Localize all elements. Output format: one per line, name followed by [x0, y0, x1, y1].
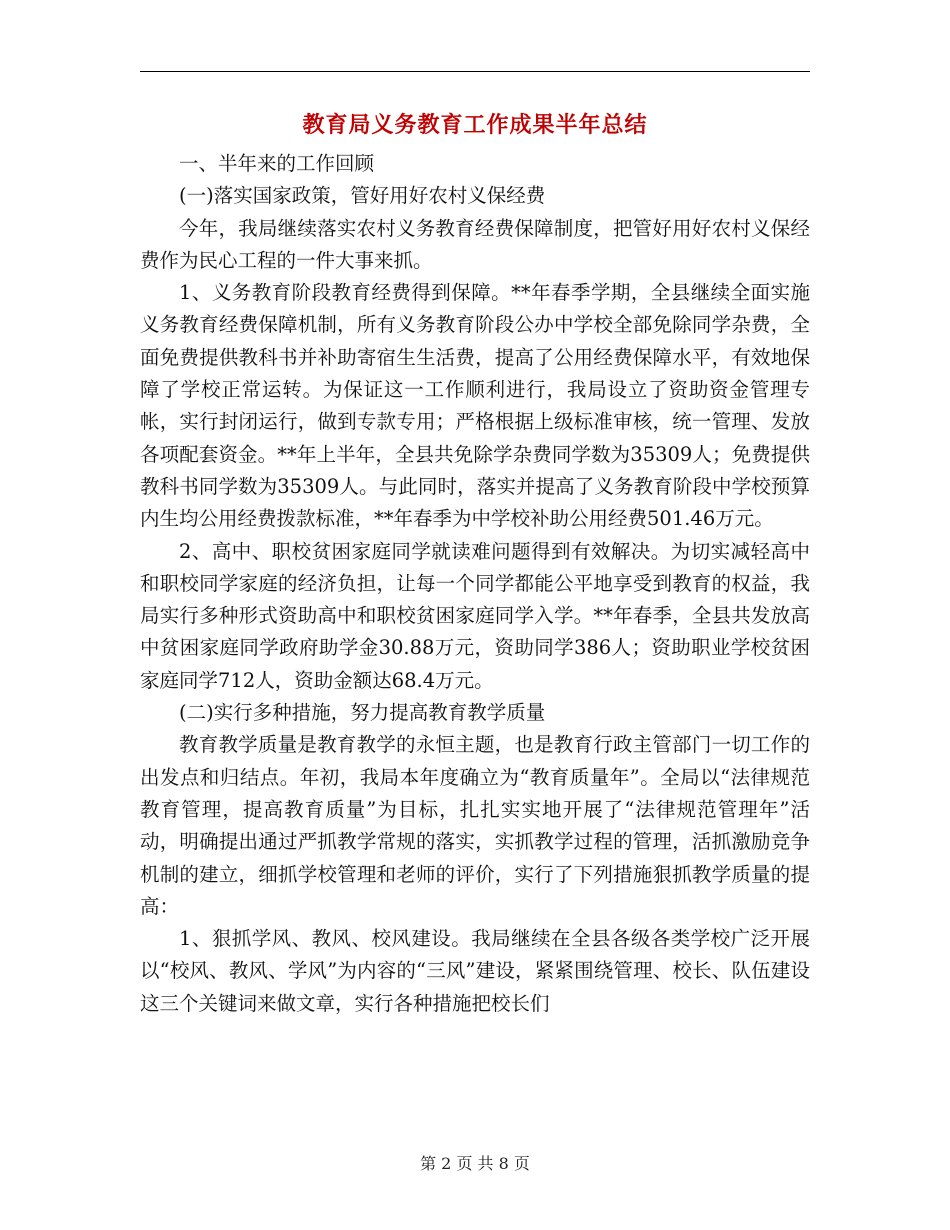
body-paragraph: 今年，我局继续落实农村义务教育经费保障制度，把管好用好农村义保经费作为民心工程的一件大事来抓。 — [140, 216, 810, 272]
section-heading: 一、半年来的工作回顾 — [179, 152, 375, 175]
body-paragraph: 1、狠抓学风、教风、校风建设。我局继续在全县各级各类学校广泛开展以“校风、教风、学风”为内容的“三风”建设，紧紧围绕管理、校长、队伍建设这三个关键词来做文章，实行各种措施把校长们 — [140, 927, 810, 1015]
header-rule — [140, 71, 810, 72]
document-body — [140, 148, 810, 1020]
page-number-footer: 第 2 页 共 8 页 — [420, 1154, 530, 1173]
subsection-heading: (一)落实国家政策，管好用好农村义保经费 — [179, 184, 546, 208]
body-paragraph: 1、义务教育阶段教育经费得到保障。**年春季学期，全县继续全面实施义务教育经费保障机制，所有义务教育阶段公办中学校全部免除同学杂费，全面免费提供教科书并补助寄宿生生活费，提高了公用经费保障水平，有效地保障了学校正常运转。为保证这一工作顺利进行，我局设立了资助资金管理专帐，实行封闭运行，做到专款专用；严格根据上级标准审核，统一管理、发放各项配套资金。**年上半年，全县共免除学杂费同学数为35309人；免费提供教科书同学数为35309人。与此同时，落实并提高了义务教育阶段中学校预算内生均公用经费拨款标准，**年春季为中学校补助公用经费501.46万元。 — [140, 281, 810, 531]
document-title: 教育局义务教育工作成果半年总结 — [302, 113, 648, 138]
body-paragraph: 教育教学质量是教育教学的永恒主题，也是教育行政主管部门一切工作的出发点和归结点。年初，我局本年度确立为“教育质量年”。全局以“法律规范教育管理，提高教育质量”为目标，扎扎实实地开展了“法律规范管理年”活动，明确提出通过严抓教学常规的落实，实抓教学过程的管理，活抓激励竞争机制的建立，细抓学校管理和老师的评价，实行了下列措施狠抓教学质量的提高： — [140, 733, 810, 918]
subsection-heading: (二)实行多种措施，努力提高教育教学质量 — [179, 701, 546, 725]
body-paragraph: 2、高中、职校贫困家庭同学就读难问题得到有效解决。为切实减轻高中和职校同学家庭的经济负担，让每一个同学都能公平地享受到教育的权益，我局实行多种形式资助高中和职校贫困家庭同学入学。**年春季，全县共发放高中贫困家庭同学政府助学金30.88万元，资助同学386人；资助职业学校贫困家庭同学712人，资助金额达68.4万元。 — [140, 539, 810, 692]
